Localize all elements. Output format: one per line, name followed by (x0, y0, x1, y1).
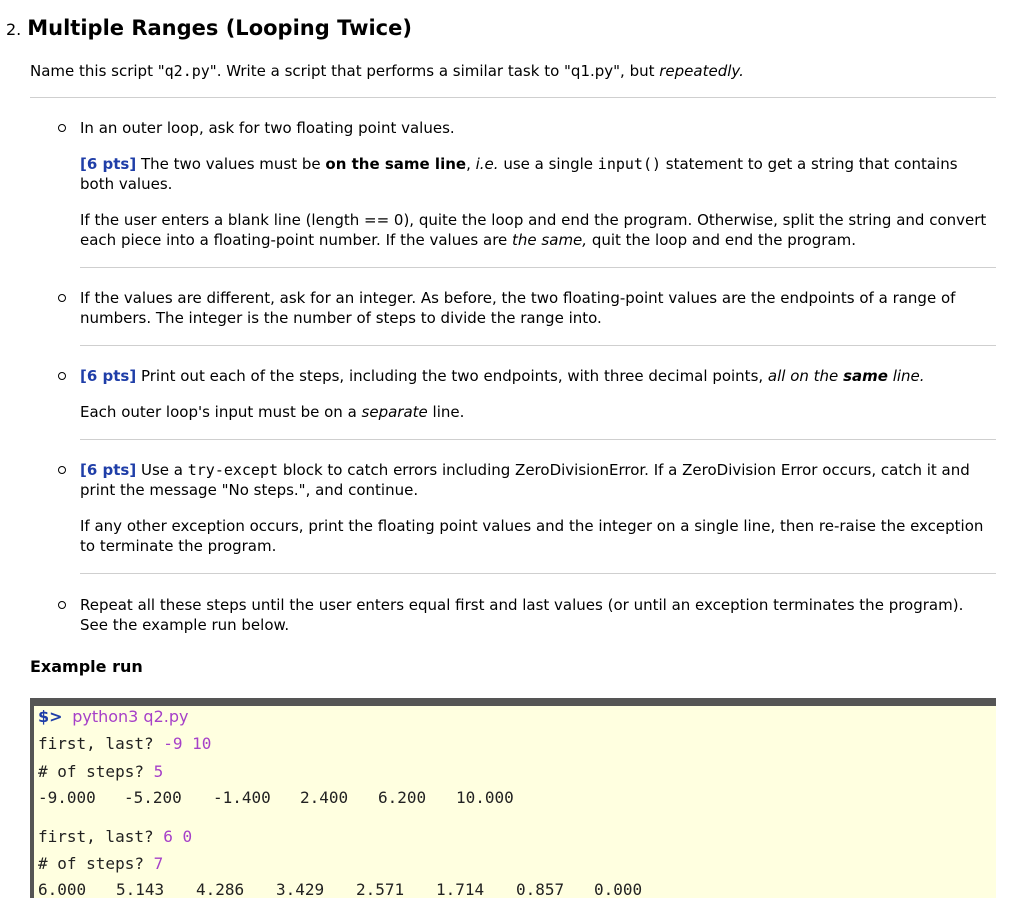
item-strong: on the same line (325, 155, 467, 173)
intro-filename: q2.py (164, 62, 210, 80)
item-paragraph (80, 210, 992, 250)
section-heading (6, 16, 412, 40)
item-paragraph: If any other exception occurs, print the floating point values and the integer on a single line, then re-raise the exception to terminate the program. (80, 517, 984, 555)
example-heading: Example run (30, 657, 143, 676)
divider (80, 439, 996, 440)
item-strong: same (843, 367, 888, 385)
inline-code: try-except (187, 461, 279, 479)
shell-command: python3 q2.py (72, 707, 189, 726)
list-item (80, 460, 992, 556)
item-text: use a single (498, 155, 598, 173)
terminal-line (38, 827, 192, 846)
intro-text: Name this script " (30, 62, 165, 80)
output-value: -9.000 (38, 788, 96, 807)
item-text: block to catch errors including ZeroDivisionError. If a ZeroDivision Error occurs, catch it and print the message "No steps.", and continue. (80, 461, 970, 499)
item-text: line. (427, 403, 465, 421)
terminal-line (38, 762, 163, 781)
item-paragraph (80, 402, 992, 422)
terminal-line (38, 854, 163, 873)
bullet-icon (58, 466, 66, 474)
bullet-icon (58, 124, 66, 132)
terminal-example (30, 698, 996, 898)
item-text: quit the loop and end the program. (587, 231, 857, 249)
item-text: If the user enters a blank line (length == 0), quite the loop and end the program. Otherwise, split the string and convert each piece into a floating-point number. If the values are (80, 211, 987, 249)
output-value: 2.400 (300, 788, 349, 807)
terminal-output (38, 788, 514, 807)
output-value: 5.143 (116, 880, 165, 899)
item-emphasis: i.e. (475, 155, 499, 173)
bullet-icon (58, 372, 66, 380)
output-value: 6.200 (378, 788, 427, 807)
terminal-prompt-text: # of steps? (38, 854, 144, 873)
user-input: -9 10 (163, 734, 212, 753)
intro-paragraph (30, 61, 744, 81)
points-label: [6 pts] (80, 155, 137, 173)
user-input: 7 (153, 854, 164, 873)
list-item (80, 118, 992, 250)
shell-prompt: $> (38, 707, 63, 726)
user-input: 6 0 (163, 827, 193, 846)
inline-code: input() (597, 155, 662, 173)
output-value: -5.200 (124, 788, 182, 807)
terminal-prompt-text: # of steps? (38, 762, 144, 781)
terminal-command-line (38, 707, 188, 726)
section-title: Multiple Ranges (Looping Twice) (27, 16, 412, 40)
output-value: 4.286 (196, 880, 245, 899)
list-item (80, 366, 992, 422)
list-item (80, 288, 992, 328)
item-emphasis: all on the (767, 367, 844, 385)
output-value: 0.857 (516, 880, 565, 899)
points-label: [6 pts] (80, 461, 137, 479)
points-label: [6 pts] (80, 367, 137, 385)
user-input: 5 (153, 762, 164, 781)
item-paragraph (80, 460, 992, 500)
terminal-output (38, 880, 642, 899)
output-value: 10.000 (456, 788, 514, 807)
item-emphasis: the same, (512, 231, 588, 249)
section-number: 2. (6, 20, 22, 39)
list-item (80, 595, 992, 635)
bullet-icon (58, 294, 66, 302)
item-paragraph (80, 366, 992, 386)
divider (80, 345, 996, 346)
item-text: Use a (136, 461, 188, 479)
divider (80, 573, 996, 574)
item-paragraph (80, 154, 992, 194)
item-text: Repeat all these steps until the user enters equal first and last values (or until an exception terminates the program). See the example run below. (80, 596, 964, 634)
item-text: , (466, 155, 476, 173)
item-text: statement to get a string that contains both values. (80, 155, 958, 193)
item-emphasis: separate (361, 403, 428, 421)
item-text: Each outer loop's input must be on a (80, 403, 362, 421)
terminal-prompt-text: first, last? (38, 827, 154, 846)
output-value: 2.571 (356, 880, 405, 899)
terminal-prompt-text: first, last? (38, 734, 154, 753)
item-emphasis: line. (887, 367, 925, 385)
bullet-icon (58, 601, 66, 609)
output-value: -1.400 (213, 788, 271, 807)
item-text: In an outer loop, ask for two floating point values. (80, 119, 455, 137)
item-text: Print out each of the steps, including the two endpoints, with three decimal points, (136, 367, 768, 385)
intro-text-2: ". Write a script that performs a similar task to "q1.py", but (209, 62, 660, 80)
output-value: 6.000 (38, 880, 87, 899)
intro-emphasis: repeatedly. (659, 62, 744, 80)
item-text: The two values must be (136, 155, 326, 173)
terminal-line (38, 734, 211, 753)
item-text: If the values are different, ask for an integer. As before, the two floating-point values are the endpoints of a range of numbers. The integer is the number of steps to divide the range into. (80, 289, 956, 327)
output-value: 3.429 (276, 880, 325, 899)
output-value: 0.000 (594, 880, 643, 899)
divider (30, 97, 996, 98)
output-value: 1.714 (436, 880, 485, 899)
divider (80, 267, 996, 268)
